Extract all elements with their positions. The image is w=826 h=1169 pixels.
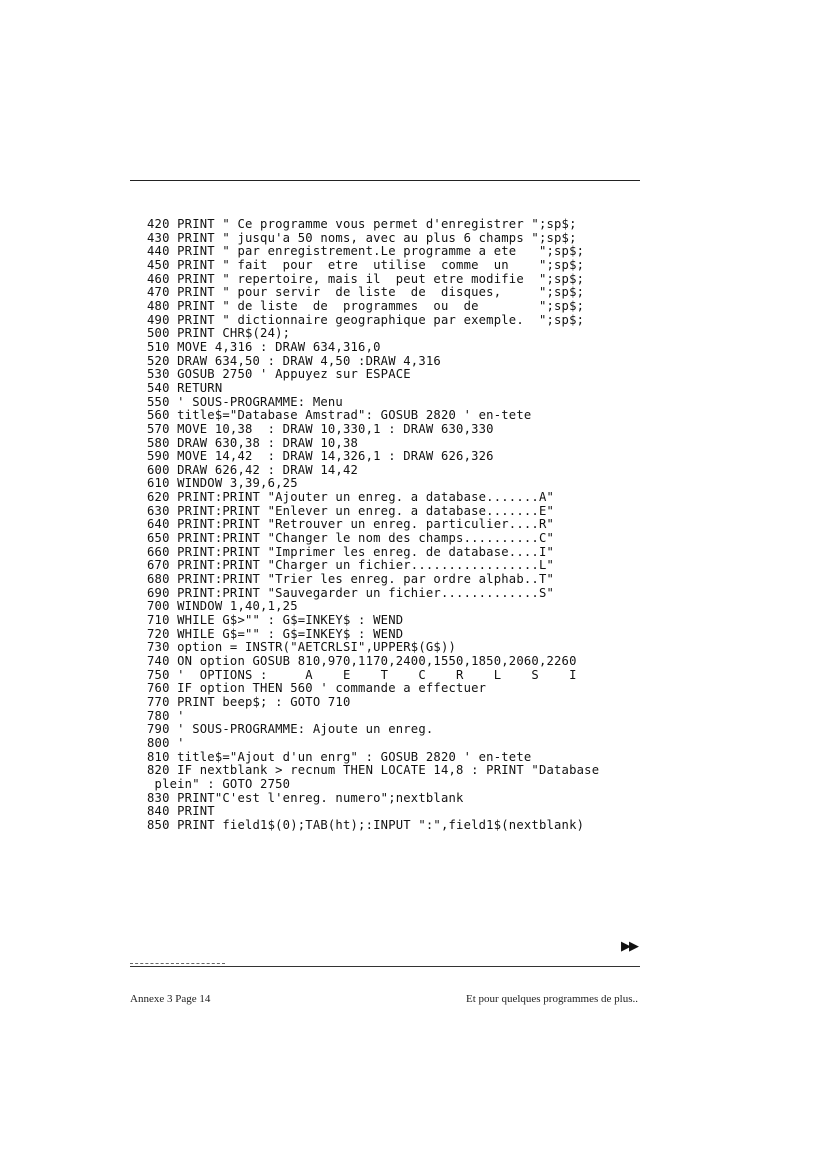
code-line: 480 PRINT " de liste de programmes ou de ";sp$; <box>147 298 585 313</box>
code-line: 780 ' <box>147 708 185 723</box>
code-line: 830 PRINT"C'est l'enreg. numero";nextblank <box>147 790 464 805</box>
code-line: 650 PRINT:PRINT "Changer le nom des champs..........C" <box>147 531 555 546</box>
code-line: 520 DRAW 634,50 : DRAW 4,50 :DRAW 4,316 <box>147 353 441 368</box>
code-line: 800 ' <box>147 735 185 750</box>
code-line: 560 title$="Database Amstrad": GOSUB 2820 ' en-tete <box>147 408 532 423</box>
code-line: 490 PRINT " dictionnaire geographique par exemple. ";sp$; <box>147 312 585 327</box>
code-line: 790 ' SOUS-PROGRAMME: Ajoute un enreg. <box>147 722 434 737</box>
code-line: 540 RETURN <box>147 380 223 395</box>
code-line: 510 MOVE 4,316 : DRAW 634,316,0 <box>147 339 381 354</box>
code-line: 740 ON option GOSUB 810,970,1170,2400,1550,1850,2060,2260 <box>147 654 577 668</box>
code-line: 610 WINDOW 3,39,6,25 <box>147 476 298 491</box>
top-rule <box>130 180 640 181</box>
code-line: 420 PRINT " Ce programme vous permet d'enregistrer ";sp$; <box>147 217 577 231</box>
code-line: 710 WHILE G$>"" : G$=INKEY$ : WEND <box>147 613 404 628</box>
code-line: 450 PRINT " fait pour etre utilise comme un ";sp$; <box>147 257 585 272</box>
code-line: 600 DRAW 626,42 : DRAW 14,42 <box>147 462 359 477</box>
code-line: 630 PRINT:PRINT "Enlever un enreg. a database.......E" <box>147 503 555 518</box>
code-line: 690 PRINT:PRINT "Sauvegarder un fichier.............S" <box>147 585 555 600</box>
code-line: 620 PRINT:PRINT "Ajouter un enreg. a database.......A" <box>147 490 555 505</box>
code-line: 720 WHILE G$="" : G$=INKEY$ : WEND <box>147 626 404 641</box>
basic-code-listing <box>147 218 667 833</box>
code-line: 580 DRAW 630,38 : DRAW 10,38 <box>147 435 359 450</box>
code-line: 460 PRINT " repertoire, mais il peut etre modifie ";sp$; <box>147 271 585 286</box>
footer-book-title: Et pour quelques programmes de plus.. <box>466 993 638 1005</box>
code-line: 440 PRINT " par enregistrement.Le programme a ete ";sp$; <box>147 244 585 259</box>
code-line: 590 MOVE 14,42 : DRAW 14,326,1 : DRAW 626,326 <box>147 449 494 464</box>
code-line: plein" : GOTO 2750 <box>147 776 291 791</box>
code-line: 850 PRINT field1$(0);TAB(ht);:INPUT ":",field1$(nextblank) <box>147 817 585 832</box>
code-line: 550 ' SOUS-PROGRAMME: Menu <box>147 394 343 409</box>
footer-page-label: Annexe 3 Page 14 <box>130 993 211 1005</box>
code-line: 760 IF option THEN 560 ' commande a effectuer <box>147 681 487 696</box>
code-line: 640 PRINT:PRINT "Retrouver un enreg. particulier....R" <box>147 517 555 532</box>
code-line: 820 IF nextblank > recnum THEN LOCATE 14,8 : PRINT "Database <box>147 763 600 778</box>
code-line: 430 PRINT " jusqu'a 50 noms, avec au plus 6 champs ";sp$; <box>147 230 577 245</box>
code-line: 750 ' OPTIONS : A E T C R L S I <box>147 667 577 682</box>
code-line: 680 PRINT:PRINT "Trier les enreg. par ordre alphab..T" <box>147 572 555 587</box>
code-line: 530 GOSUB 2750 ' Appuyez sur ESPACE <box>147 367 411 382</box>
code-line: 730 option = INSTR("AETCRLSI",UPPER$(G$)) <box>147 640 457 655</box>
code-line: 570 MOVE 10,38 : DRAW 10,330,1 : DRAW 630,330 <box>147 421 494 436</box>
bottom-rule-dash <box>130 963 225 964</box>
code-line: 500 PRINT CHR$(24); <box>147 326 291 341</box>
code-line: 810 title$="Ajout d'un enrg" : GOSUB 2820 ' en-tete <box>147 749 532 764</box>
code-line: 660 PRINT:PRINT "Imprimer les enreg. de database....I" <box>147 544 555 559</box>
code-line: 700 WINDOW 1,40,1,25 <box>147 599 298 614</box>
bottom-rule <box>130 966 640 967</box>
code-line: 840 PRINT <box>147 804 215 819</box>
code-line: 770 PRINT beep$; : GOTO 710 <box>147 694 351 709</box>
continue-arrow-icon: ▶▶ <box>621 939 637 954</box>
code-line: 670 PRINT:PRINT "Charger un fichier.................L" <box>147 558 555 573</box>
code-line: 470 PRINT " pour servir de liste de disques, ";sp$; <box>147 285 585 300</box>
